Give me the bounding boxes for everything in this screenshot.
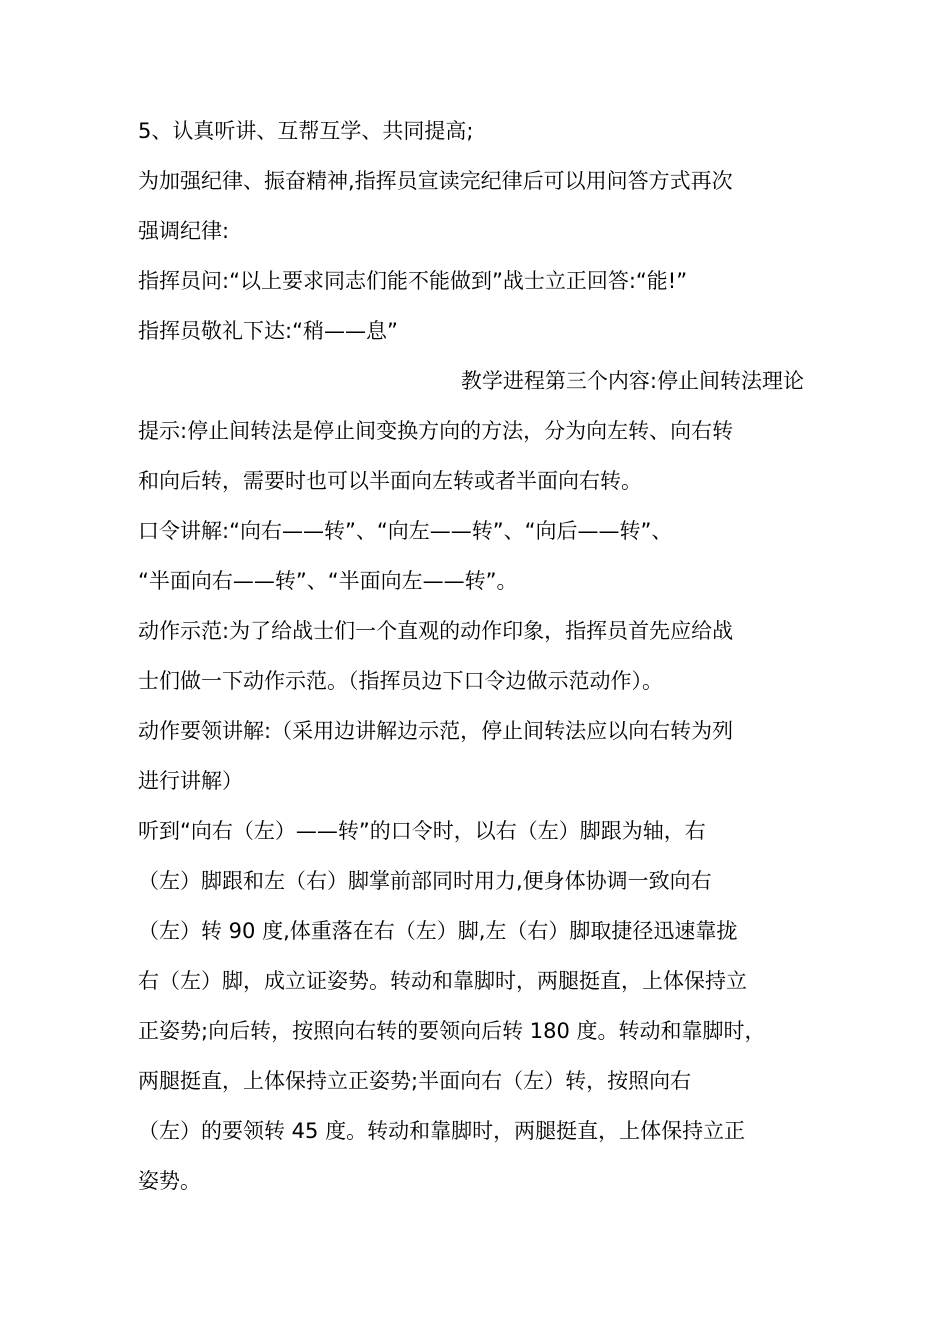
text-line-turn-detail-5: 正姿势;向后转，按照向右转的要领向后转 180 度。转动和靠脚时， [138, 1019, 766, 1043]
text-line-demo-cont: 士们做一下动作示范。（指挥员边下口令边做示范动作）。 [138, 669, 663, 693]
text-line-commander-question: 指挥员问:“以上要求同志们能不能做到”战士立正回答:“能!” [138, 269, 688, 293]
text-line-command-explain-cont: “半面向右——转”、“半面向左——转”。 [138, 569, 518, 593]
text-line-turn-detail-6: 两腿挺直，上体保持立正姿势;半面向右（左）转，按照向右 [138, 1069, 692, 1093]
text-line-discipline-emphasis: 强调纪律: [138, 219, 230, 243]
text-line-command-explain: 口令讲解:“向右——转”、“向左——转”、“向后——转”、 [138, 519, 673, 543]
text-line-hint-cont: 和向后转，需要时也可以半面向左转或者半面向右转。 [138, 469, 642, 493]
text-line-essentials-cont: 进行讲解） [138, 769, 243, 793]
text-line-essentials: 动作要领讲解:（采用边讲解边示范，停止间转法应以向右转为列 [138, 719, 734, 743]
text-line-demo: 动作示范:为了给战士们一个直观的动作印象，指挥员首先应给战 [138, 619, 734, 643]
text-line-discipline-intro: 为加强纪律、振奋精神,指挥员宣读完纪律后可以用问答方式再次 [138, 169, 733, 193]
section-heading: 教学进程第三个内容:停止间转法理论 [460, 369, 804, 393]
text-line-turn-detail-8: 姿势。 [138, 1169, 201, 1193]
text-line-turn-detail-1: 听到“向右（左）——转”的口令时，以右（左）脚跟为轴，右 [138, 819, 706, 843]
text-line-turn-detail-2: （左）脚跟和左（右）脚掌前部同时用力,便身体协调一致向右 [138, 869, 712, 893]
text-line-hint: 提示:停止间转法是停止间变换方向的方法，分为向左转、向右转 [138, 419, 734, 443]
text-line-commander-salute: 指挥员敬礼下达:“稍——息” [138, 319, 398, 343]
text-line-rule-5: 5、认真听讲、互帮互学、共同提高; [138, 119, 474, 143]
text-line-turn-detail-7: （左）的要领转 45 度。转动和靠脚时，两腿挺直，上体保持立正 [138, 1119, 746, 1143]
text-line-turn-detail-4: 右（左）脚，成立证姿势。转动和靠脚时，两腿挺直，上体保持立 [138, 969, 747, 993]
text-line-turn-detail-3: （左）转 90 度,体重落在右（左）脚,左（右）脚取捷径迅速靠拢 [138, 919, 738, 943]
